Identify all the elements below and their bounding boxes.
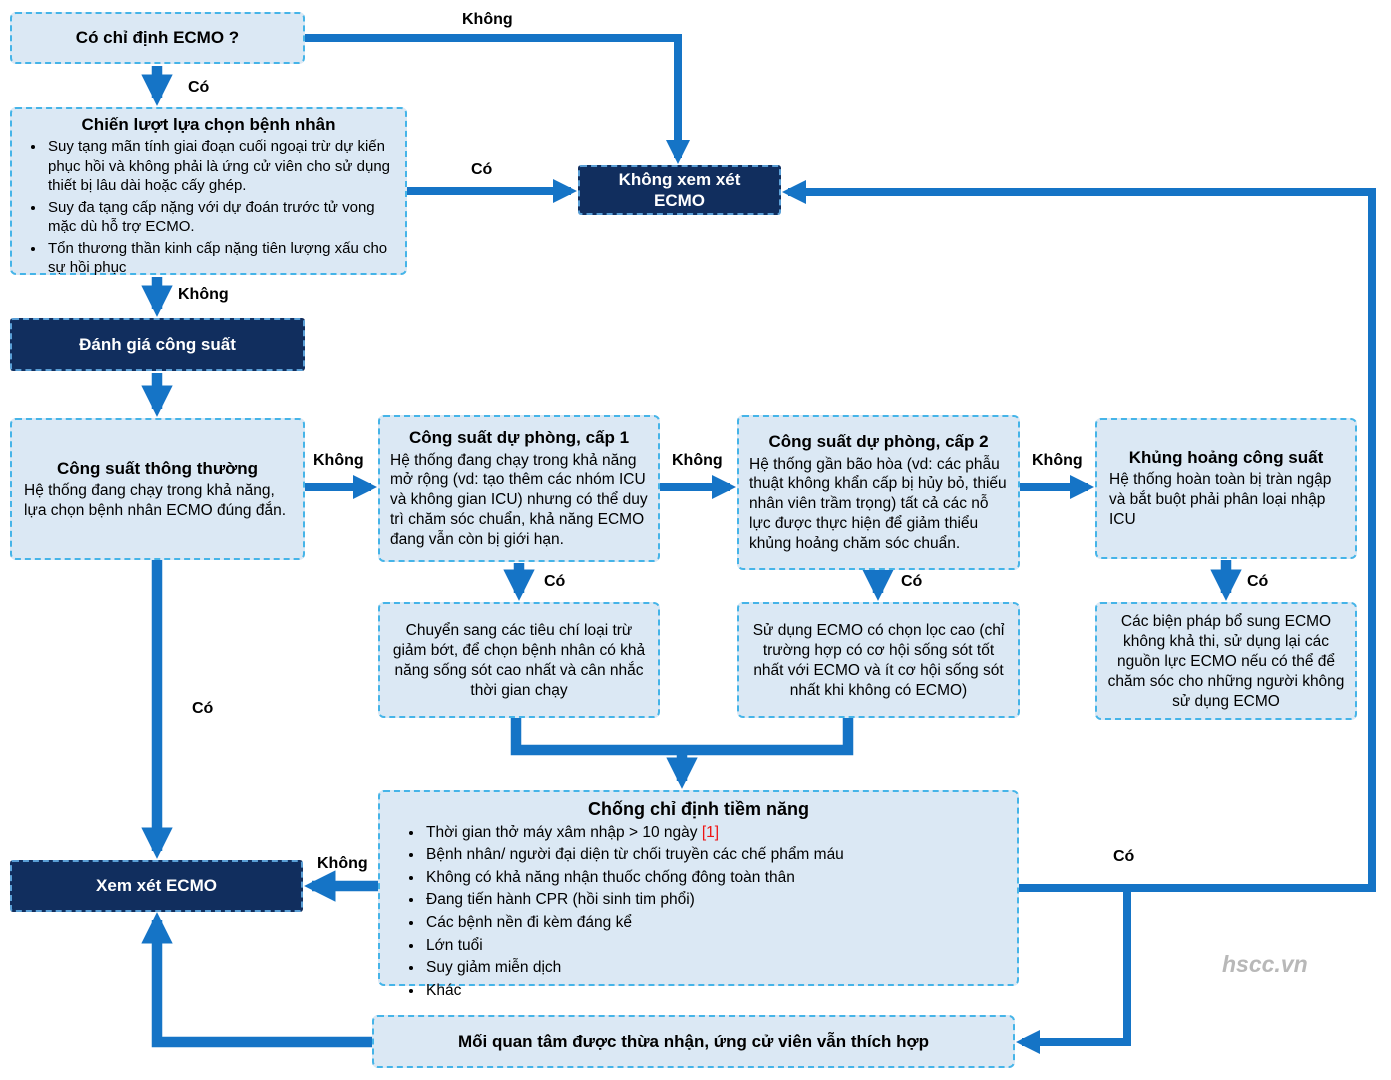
node-capacity-crisis bbox=[1095, 418, 1357, 559]
node-capacity-assessment-title: Đánh giá công suất bbox=[79, 334, 236, 354]
node-contingency-level1 bbox=[378, 415, 660, 562]
node-relaxed-exclusion bbox=[378, 602, 660, 718]
node-highly-selective-ecmo bbox=[737, 602, 1020, 718]
node-contraindications-title: Chống chỉ định tiềm năng bbox=[588, 799, 809, 819]
edge-label-yes-loop: Có bbox=[1113, 848, 1135, 865]
edge-label-yes-c2: Có bbox=[901, 573, 923, 590]
node-contingency-level1-body: Hệ thống đang chạy trong khả năng mở rộng (vd: tạo thêm các nhóm ICU và không gian ICU) nhưng có thể duy trì chăm sóc chuẩn, khả năng ECMO đang vẫn còn bị giới hạn. bbox=[390, 451, 648, 548]
node-concerns-acknowledged bbox=[372, 1015, 1015, 1068]
node-normal-capacity bbox=[10, 418, 305, 560]
node-ecmo-indication-title: Có chỉ định ECMO ? bbox=[75, 28, 240, 48]
node-reallocate-resources bbox=[1095, 602, 1357, 720]
contraindication-bullet: • Khác bbox=[424, 981, 1003, 1002]
edge-label-yes-indication: Có bbox=[188, 79, 210, 96]
node-reallocate-resources-body: Các biện pháp bổ sung ECMO không khả thi, sử dụng lại các nguồn lực ECMO nếu có thể để chăm sóc cho những người không sử dụng ECMO bbox=[1107, 613, 1345, 710]
contraindication-bullet: • Các bệnh nền đi kèm đáng kể bbox=[424, 913, 1003, 934]
contraindication-bullet: • Lớn tuổi bbox=[424, 936, 1003, 957]
edge-label-yes-consider: Có bbox=[192, 700, 214, 717]
contraindication-bullet: • Bệnh nhân/ người đại diện từ chối truyền các chế phẩm máu bbox=[424, 845, 1003, 866]
contraindication-bullet: • Đang tiến hành CPR (hồi sinh tim phổi) bbox=[424, 890, 1003, 911]
node-concerns-acknowledged-title: Mối quan tâm được thừa nhận, ứng cử viên vẫn thích hợp bbox=[457, 1031, 930, 1051]
strategy-bullet: • Suy đa tạng cấp nặng với dự đoán trước tử vong mặc dù hỗ trợ ECMO. bbox=[46, 198, 397, 237]
node-no-ecmo-title: Không xem xét ECMO bbox=[618, 169, 741, 210]
node-patient-strategy bbox=[10, 107, 407, 275]
node-no-ecmo bbox=[578, 165, 781, 215]
node-relaxed-exclusion-body: Chuyển sang các tiêu chí loại trừ giảm bớt, để chọn bệnh nhân có khả năng sống sót cao nhất và cân nhắc thời gian chạy bbox=[392, 622, 646, 699]
node-contingency-level1-title: Công suất dự phòng, cấp 1 bbox=[408, 428, 630, 448]
edge-label-yes-c3: Có bbox=[1247, 573, 1269, 590]
edge-label-yes-to-noecmo: Có bbox=[471, 161, 493, 178]
node-contraindications-list bbox=[394, 823, 1003, 1004]
edge-merge-connector bbox=[516, 716, 848, 750]
node-patient-strategy-list bbox=[20, 137, 397, 280]
node-contingency-level2-body: Hệ thống gần bão hòa (vd: các phẫu thuật không khẩn cấp bị hủy bỏ, thiếu nhân viên trầm trọng) tất cả các nỗ lực được thực hiện để giảm thiểu khủng hoảng chăm sóc chuẩn. bbox=[749, 455, 1007, 552]
node-consider-ecmo-title: Xem xét ECMO bbox=[96, 876, 217, 896]
node-ecmo-indication bbox=[10, 12, 305, 64]
edge-label-no-top: Không bbox=[462, 11, 513, 28]
node-contingency-level2 bbox=[737, 415, 1020, 570]
node-contingency-level2-title: Công suất dự phòng, cấp 2 bbox=[768, 432, 989, 452]
node-capacity-crisis-body: Hệ thống hoàn toàn bị tràn ngập và bắt buột phải phân loại nhập ICU bbox=[1109, 471, 1332, 529]
edge-label-no-c2: Không bbox=[672, 452, 723, 469]
contraindication-bullet: • Suy giảm miễn dịch bbox=[424, 958, 1003, 979]
node-contraindications bbox=[378, 790, 1019, 999]
edge-label-no-c3: Không bbox=[1032, 452, 1083, 469]
reference-1: [1] bbox=[701, 823, 720, 841]
node-normal-capacity-title: Công suất thông thường bbox=[57, 458, 258, 478]
node-patient-strategy-title: Chiến lượt lựa chọn bệnh nhân bbox=[81, 115, 336, 134]
strategy-bullet: • Suy tạng mãn tính giai đoạn cuối ngoại trừ dự kiến phục hồi và không phải là ứng cử viên cho sử dụng thiết bị lâu dài hoặc cấy ghép. bbox=[46, 137, 397, 196]
watermark-hscc: hscc.vn bbox=[1222, 951, 1308, 977]
node-capacity-crisis-title: Khủng hoảng công suất bbox=[1128, 448, 1324, 468]
node-consider-ecmo bbox=[10, 860, 303, 912]
strategy-bullet: • Tổn thương thần kinh cấp nặng tiên lượng xấu cho sự hồi phục bbox=[46, 239, 397, 278]
node-normal-capacity-body: Hệ thống đang chạy trong khả năng, lựa chọn bệnh nhân ECMO đúng đắn. bbox=[24, 481, 287, 519]
contraindication-bullet: • Không có khả năng nhận thuốc chống đông toàn thân bbox=[424, 868, 1003, 889]
edge-label-no-c1: Không bbox=[313, 452, 364, 469]
edge-label-no-consider: Không bbox=[317, 855, 368, 872]
node-highly-selective-ecmo-body: Sử dụng ECMO có chọn lọc cao (chỉ trường hợp có cơ hội sống sót tốt nhất với ECMO và ít cơ hội sống sót nhất khi không có ECMO) bbox=[752, 622, 1005, 699]
edge-label-yes-c1: Có bbox=[544, 573, 566, 590]
edge-concerns-to-consider bbox=[157, 920, 372, 1042]
contraindication-bullet: • Thời gian thở máy xâm nhập > 10 ngày [1] bbox=[424, 823, 1003, 844]
edge-label-no-to-assess: Không bbox=[178, 286, 229, 303]
node-capacity-assessment bbox=[10, 318, 305, 371]
edge-loop-branch-to-concerns bbox=[1022, 888, 1127, 1042]
